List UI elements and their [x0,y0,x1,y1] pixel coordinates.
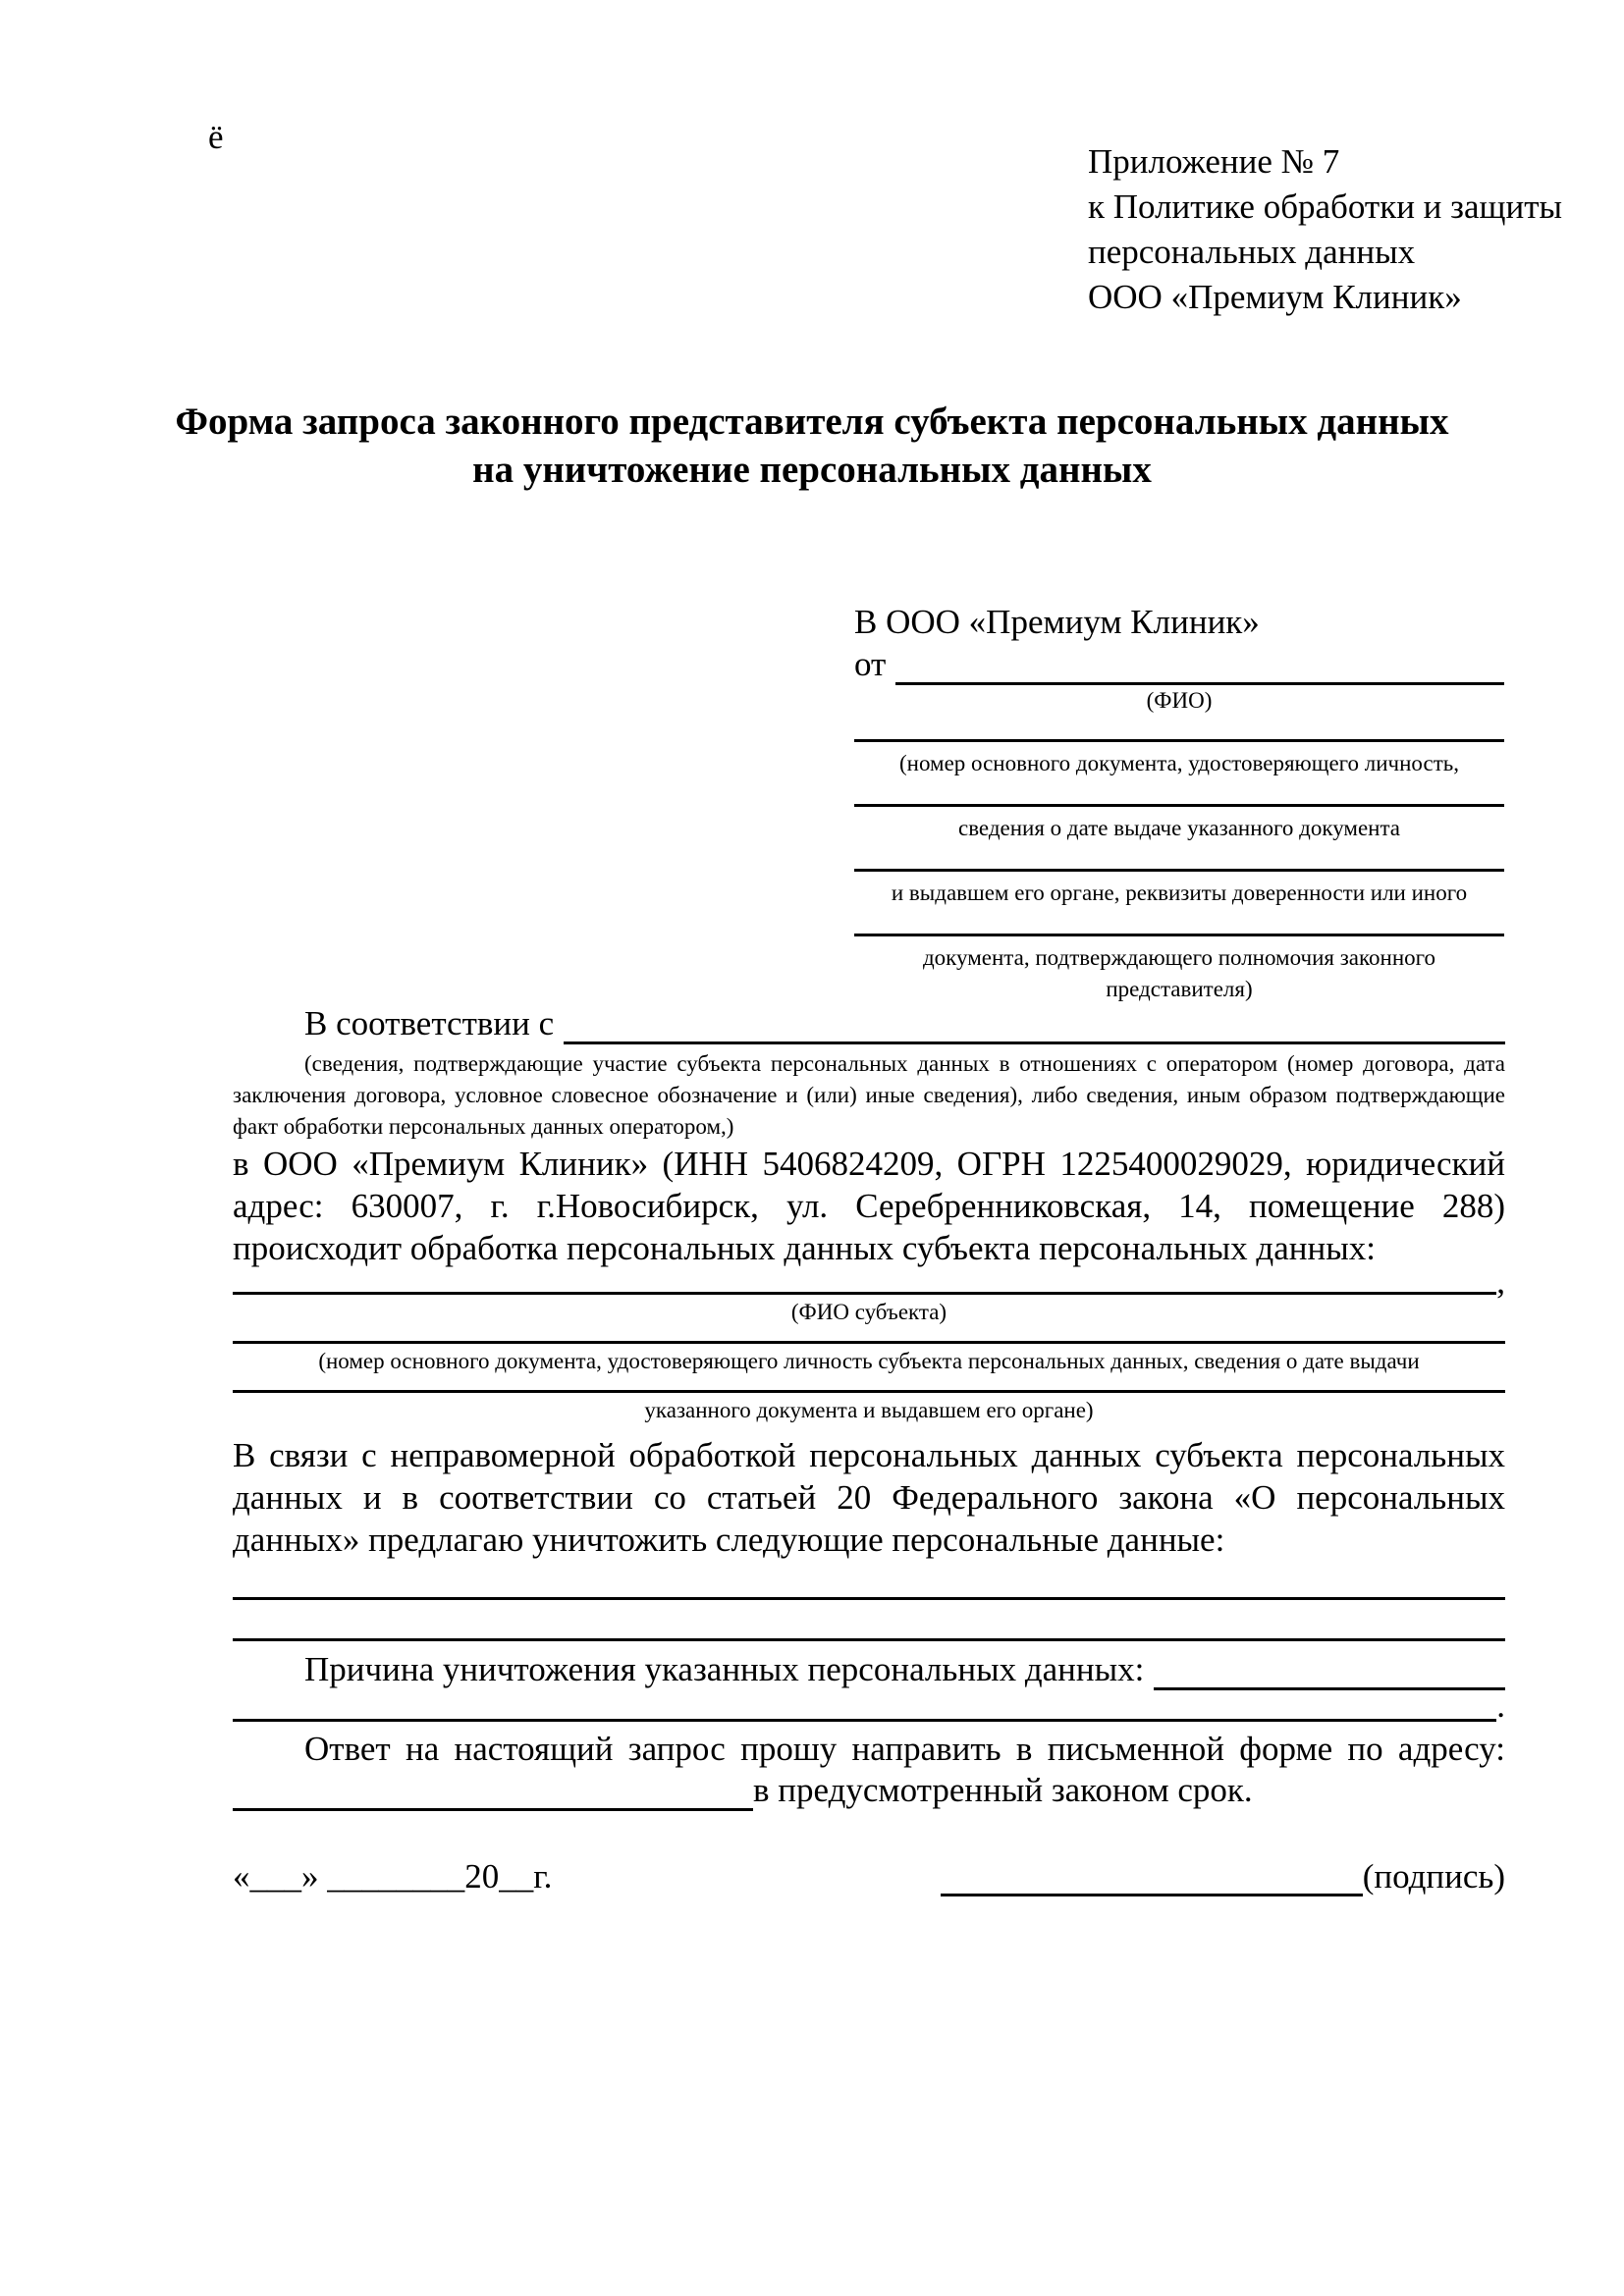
accordance-prefix: В соответствии с [304,1004,555,1042]
representative-doc-label-3: и выдавшем его органе, реквизиты доверенности или иного [891,881,1468,905]
title-line-1: Форма запроса законного представителя субъекта персональных данных [175,400,1449,443]
reason-period: . [1496,1686,1505,1725]
reply-address-row [233,1770,1505,1811]
subject-fio-field[interactable] [233,1271,1496,1295]
document-title [147,398,1477,494]
representative-doc-label-1: (номер основного документа, удостоверяющего личность, [898,751,1459,775]
appendix-line: ООО «Премиум Клиник» [1088,278,1462,316]
subject-fio-comma: , [1496,1262,1505,1301]
appendix-line: к Политике обработки и защиты [1088,187,1563,226]
reason-prefix: Причина уничтожения указанных персональных данных: [304,1650,1145,1688]
accordance-note: (сведения, подтверждающие участие субъекта персональных данных в отношениях с оператором (номер договора, дата заключения договора, условное словесное обозначение и (или) иные сведения), либо сведения, иным образом подтверждающие факт обработки персональных данных оператором,) [233,1051,1505,1139]
data-to-destroy-field-2[interactable] [233,1600,1505,1641]
accordance-row [233,1003,1505,1044]
signature-field[interactable] [941,1861,1363,1896]
reply-address-field[interactable] [233,1776,753,1811]
signature-footer [233,1857,1505,1896]
subject-fio-label: (ФИО субъекта) [790,1300,947,1324]
reason-field-2[interactable] [233,1692,1496,1722]
reply-suffix: в предусмотренный законом срок. [753,1771,1253,1809]
representative-doc-label-4: документа, подтверждающего полномочия законного представителя) [922,945,1435,1001]
subject-doc-field-2[interactable] [233,1377,1505,1393]
subject-doc-field-1[interactable] [233,1328,1505,1344]
unlawful-paragraph: В связи с неправомерной обработкой персональных данных субъекта персональных данных и в соответствии со статьей 20 Федерального закона «О персональных данных» предлагаю уничтожить следующие персональные данные: [233,1436,1505,1559]
date-field[interactable]: «___» ________20__г. [233,1857,553,1896]
representative-doc-issuer-field[interactable] [854,844,1504,872]
signature-label: (подпись) [1362,1857,1505,1896]
reply-paragraph: Ответ на настоящий запрос прошу направить в письменной форме по адресу: [304,1730,1505,1768]
fio-label: (ФИО) [1146,688,1213,713]
representative-doc-number-field[interactable] [854,717,1504,742]
data-to-destroy-field-1[interactable] [233,1561,1505,1600]
addressee-block [854,601,1504,1005]
reason-continuation-row [233,1686,1505,1725]
operator-paragraph: в ООО «Премиум Клиник» (ИНН 5406824209, ОГРН 1225400029029, юридический адрес: 630007, г. г.Новосибирск, ул. Серебренниковская, 14, помещение 288) происходит обработка персональных данных субъекта персональных данных: [233,1145,1505,1267]
signature-group [941,1857,1505,1896]
from-row [854,644,1504,685]
stray-yo-char: ё [208,118,224,156]
accordance-field[interactable] [564,1009,1505,1044]
reason-row [233,1649,1505,1690]
reason-field-1[interactable] [1154,1655,1505,1690]
appendix-line: Приложение № 7 [1088,142,1340,181]
subject-doc-label-2: указанного документа и выдавшем его органе) [644,1398,1094,1422]
title-line-2: на уничтожение персональных данных [472,449,1152,491]
subject-doc-label-1: (номер основного документа, удостоверяющего личность субъекта персональных данных, сведения о дате выдачи [318,1349,1420,1373]
appendix-line: персональных данных [1088,233,1416,271]
subject-fio-row [233,1262,1505,1301]
representative-doc-label-2: сведения о дате выдаче указанного документа [957,816,1401,840]
representative-doc-issue-date-field[interactable] [854,779,1504,807]
addressee-to: В ООО «Премиум Клиник» [854,603,1260,641]
representative-name-field[interactable] [895,650,1504,685]
document-body [233,1003,1505,1811]
representative-authority-doc-field[interactable] [854,909,1504,936]
from-prefix: от [854,645,887,683]
appendix-block [1088,139,1562,320]
